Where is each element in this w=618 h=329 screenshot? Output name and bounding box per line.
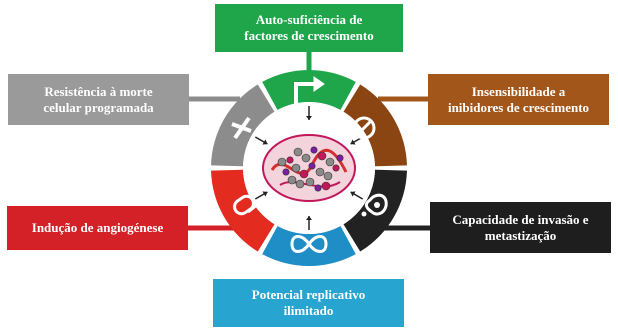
tumor-cell: [318, 152, 326, 160]
tumor-cell: [296, 180, 304, 188]
tumor-cell: [283, 169, 289, 175]
tumor-cell: [324, 172, 332, 180]
tumor-cell: [326, 158, 334, 166]
label-growth-self-sufficiency: Auto-suficiência de factores de crescimento: [215, 4, 403, 52]
label-angiogenesis: Indução de angiogénese: [7, 206, 188, 250]
tumor-cell: [316, 168, 324, 176]
tumor-cell: [322, 182, 330, 190]
tumor-cell: [306, 178, 314, 186]
tumor-cell: [292, 164, 300, 172]
label-antigrowth-insensitivity: Insensibilidade a inibidores de crescimento: [428, 74, 609, 125]
label-apoptosis-resistance: Resistência à morte celular programada: [8, 74, 189, 125]
tumor-cluster: [263, 135, 355, 201]
tumor-cell: [287, 157, 293, 163]
tumor-cell: [294, 148, 302, 156]
tumor-cell: [333, 165, 339, 171]
tumor-cell: [288, 176, 296, 184]
tumor-cell: [309, 163, 315, 169]
label-invasion-metastasis: Capacidade de invasão e metastização: [430, 202, 611, 253]
tumor-cell: [315, 185, 321, 191]
tumor-cell: [302, 154, 310, 162]
label-replicative-potential: Potencial replicativo ilimitado: [213, 279, 404, 327]
tumor-cell: [300, 170, 308, 178]
tumor-cell: [337, 155, 343, 161]
tumor-cell: [278, 158, 286, 166]
tumor-cell: [311, 147, 317, 153]
